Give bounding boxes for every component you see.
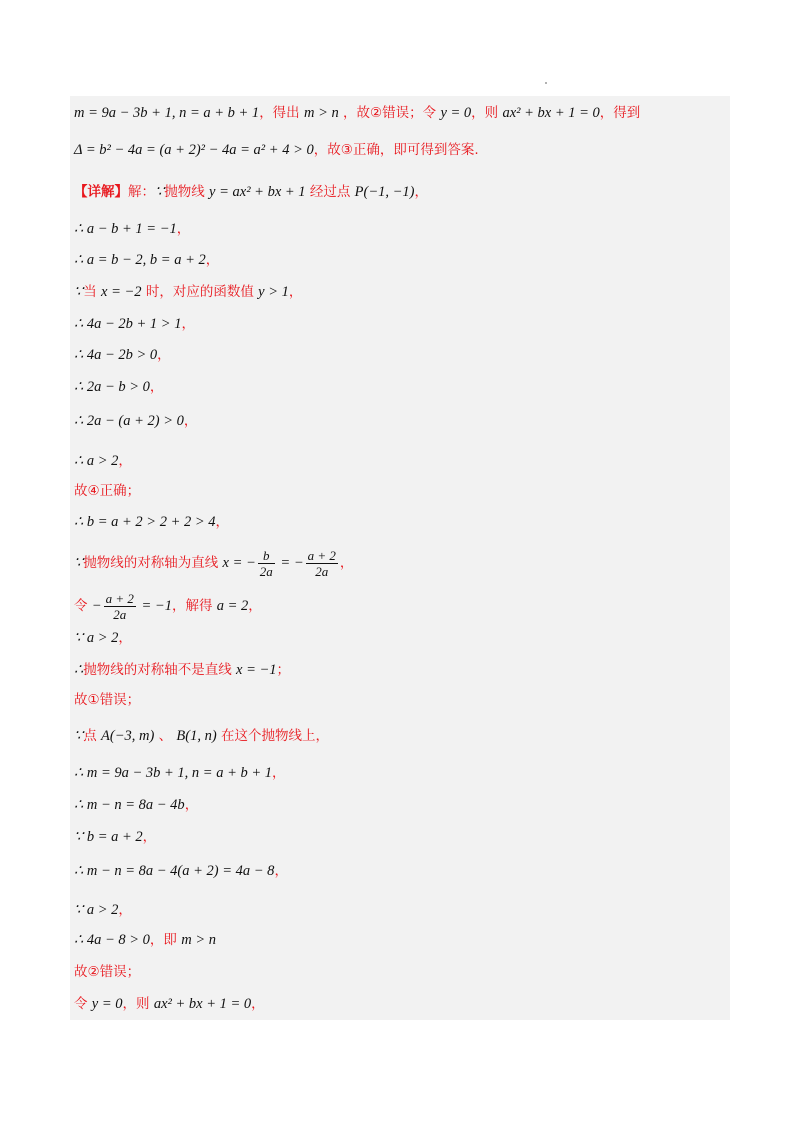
- solution-line: [74, 140, 724, 160]
- chinese-text: 时，对应的函数值: [141, 284, 259, 300]
- chinese-text: ，: [288, 284, 303, 300]
- math-expression: A(−3, m): [101, 728, 155, 744]
- chinese-text: ，: [248, 598, 262, 614]
- math-expression: ∴ a − b + 1 = −1: [74, 221, 177, 237]
- chinese-text: ，: [272, 765, 286, 781]
- math-expression: y = 0: [91, 996, 123, 1012]
- chinese-text: ，解得: [171, 598, 217, 614]
- chinese-text: ，则: [122, 996, 154, 1012]
- chinese-text: 故②错误；: [74, 964, 141, 980]
- section-label: 【详解】: [74, 184, 128, 200]
- solution-line: [74, 451, 724, 471]
- chinese-text: ，: [339, 555, 354, 571]
- chinese-text: 抛物线: [164, 184, 210, 200]
- chinese-text: ，故②错误；令: [338, 105, 441, 121]
- solution-line: [74, 219, 724, 239]
- math-expression: ∴ a > 2: [74, 453, 119, 469]
- math-expression: ∴ 4a − 8 > 0: [74, 932, 150, 948]
- solution-line: [74, 481, 724, 501]
- math-expression: ∴ 4a − 2b + 1 > 1: [74, 316, 182, 332]
- chinese-text: 故④正确；: [74, 483, 141, 499]
- chinese-text: 点: [83, 728, 102, 744]
- chinese-text: 故①错误；: [74, 692, 141, 708]
- math-expression: m = 9a − 3b + 1, n = a + b + 1: [74, 105, 260, 121]
- chinese-text: 经过点: [305, 184, 355, 200]
- math-expression: = −: [276, 555, 304, 571]
- solution-line: [74, 763, 724, 783]
- chinese-text: ，: [215, 514, 230, 530]
- chinese-text: ，: [251, 996, 265, 1012]
- math-expression: x = −: [222, 555, 256, 571]
- chinese-text: ，: [181, 316, 195, 332]
- math-expression: ∴ 2a − b > 0: [74, 379, 150, 395]
- math-expression: ax² + bx + 1 = 0: [502, 105, 600, 121]
- math-expression: ∵: [74, 284, 84, 300]
- fraction-denominator: 2a: [315, 564, 329, 579]
- math-expression: Δ = b² − 4a = (a + 2)² − 4a = a² + 4 > 0: [74, 142, 314, 158]
- chinese-text: ，得出: [259, 105, 304, 121]
- math-expression: y = ax² + bx + 1: [209, 184, 306, 200]
- chinese-text: ，: [183, 413, 198, 429]
- solution-line: [74, 690, 724, 710]
- math-expression: ∵: [74, 555, 84, 571]
- math-expression: m > n: [181, 932, 216, 948]
- math-expression: ax² + bx + 1 = 0: [153, 996, 252, 1012]
- fraction-denominator: 2a: [259, 564, 273, 579]
- chinese-text: 当: [83, 284, 102, 300]
- math-expression: a = 2: [216, 598, 249, 614]
- math-expression: y = 0: [440, 105, 472, 121]
- solution-line: [74, 726, 724, 746]
- math-expression: m > n: [303, 105, 339, 121]
- math-expression: ∴ 4a − 2b > 0: [74, 347, 158, 363]
- math-expression: ∴: [74, 662, 84, 678]
- chinese-text: ；: [276, 662, 291, 678]
- math-expression: ∴ 2a − (a + 2) > 0: [74, 413, 184, 429]
- solution-line: [74, 660, 724, 680]
- chinese-text: ，: [149, 379, 164, 395]
- math-expression: x = −2: [101, 284, 142, 300]
- solution-line: [74, 962, 724, 982]
- fraction-numerator: a + 2: [307, 548, 336, 563]
- chinese-text: ，: [184, 797, 199, 813]
- math-expression: P(−1, −1): [354, 184, 415, 200]
- solution-line: [74, 628, 724, 648]
- math-expression: ∵: [155, 184, 165, 200]
- chinese-text: ，: [176, 221, 191, 237]
- chinese-text: ，: [118, 902, 132, 918]
- solution-line: [74, 930, 724, 950]
- solution-line: [74, 250, 724, 270]
- solution-line: [74, 548, 724, 579]
- solution-line: [74, 314, 724, 334]
- chinese-text: ，: [142, 829, 157, 845]
- math-expression: = −1: [137, 598, 172, 614]
- chinese-text: ，: [205, 252, 220, 268]
- chinese-text: ，则: [471, 105, 503, 121]
- solution-line: [74, 994, 724, 1014]
- math-expression: ∵ b = a + 2: [74, 829, 143, 845]
- math-expression: ∵: [74, 728, 84, 744]
- chinese-text: 令: [74, 996, 92, 1012]
- solution-line: [74, 182, 724, 202]
- solution-line: [74, 377, 724, 397]
- chinese-text: ，: [118, 630, 132, 646]
- solution-line: [74, 827, 724, 847]
- fraction-numerator: b: [258, 548, 275, 564]
- math-expression: ∴ m − n = 8a − 4b: [74, 797, 185, 813]
- math-expression: ∴ m − n = 8a − 4(a + 2) = 4a − 8: [74, 863, 275, 879]
- fraction-denominator: 2a: [113, 607, 127, 622]
- solution-line: [74, 411, 724, 431]
- math-expression: ∵ a > 2: [74, 902, 119, 918]
- solution-line: [74, 282, 724, 302]
- math-expression: x = −1: [236, 662, 277, 678]
- chinese-text: ，故③正确，即可得到答案.: [313, 142, 479, 158]
- chinese-text: ，: [414, 184, 428, 200]
- chinese-text: ，: [157, 347, 171, 363]
- fraction: [104, 591, 136, 622]
- chinese-text: ，得到: [599, 105, 641, 121]
- solution-line: [74, 591, 724, 622]
- fraction: [258, 548, 275, 579]
- solution-line: [74, 900, 724, 920]
- math-expression: ∵ a > 2: [74, 630, 119, 646]
- chinese-text: 抛物线的对称轴不是直线: [83, 662, 237, 678]
- math-expression: ∴ m = 9a − 3b + 1, n = a + b + 1: [74, 765, 273, 781]
- solution-line: [74, 795, 724, 815]
- chinese-text: 解：: [128, 184, 155, 200]
- chinese-text: ，: [274, 863, 288, 879]
- solution-line: [74, 861, 724, 881]
- fraction: [306, 548, 338, 579]
- chinese-text: 在这个抛物线上，: [216, 728, 329, 744]
- math-expression: B(1, n): [176, 728, 217, 744]
- chinese-text: 抛物线的对称轴为直线: [83, 555, 223, 571]
- solution-line: [74, 103, 724, 123]
- fraction-numerator: a + 2: [105, 591, 134, 606]
- chinese-text: 、: [154, 728, 177, 744]
- math-expression: ∴ b = a + 2 > 2 + 2 > 4: [74, 514, 216, 530]
- solution-line: [74, 345, 724, 365]
- solution-line: [74, 512, 724, 532]
- math-expression: −: [91, 598, 102, 614]
- chinese-text: 令: [74, 598, 92, 614]
- math-expression: y > 1: [258, 284, 289, 300]
- chinese-text: ，即: [149, 932, 182, 948]
- math-expression: ∴ a = b − 2, b = a + 2: [74, 252, 206, 268]
- chinese-text: ，: [118, 453, 132, 469]
- page-dot: [545, 82, 547, 84]
